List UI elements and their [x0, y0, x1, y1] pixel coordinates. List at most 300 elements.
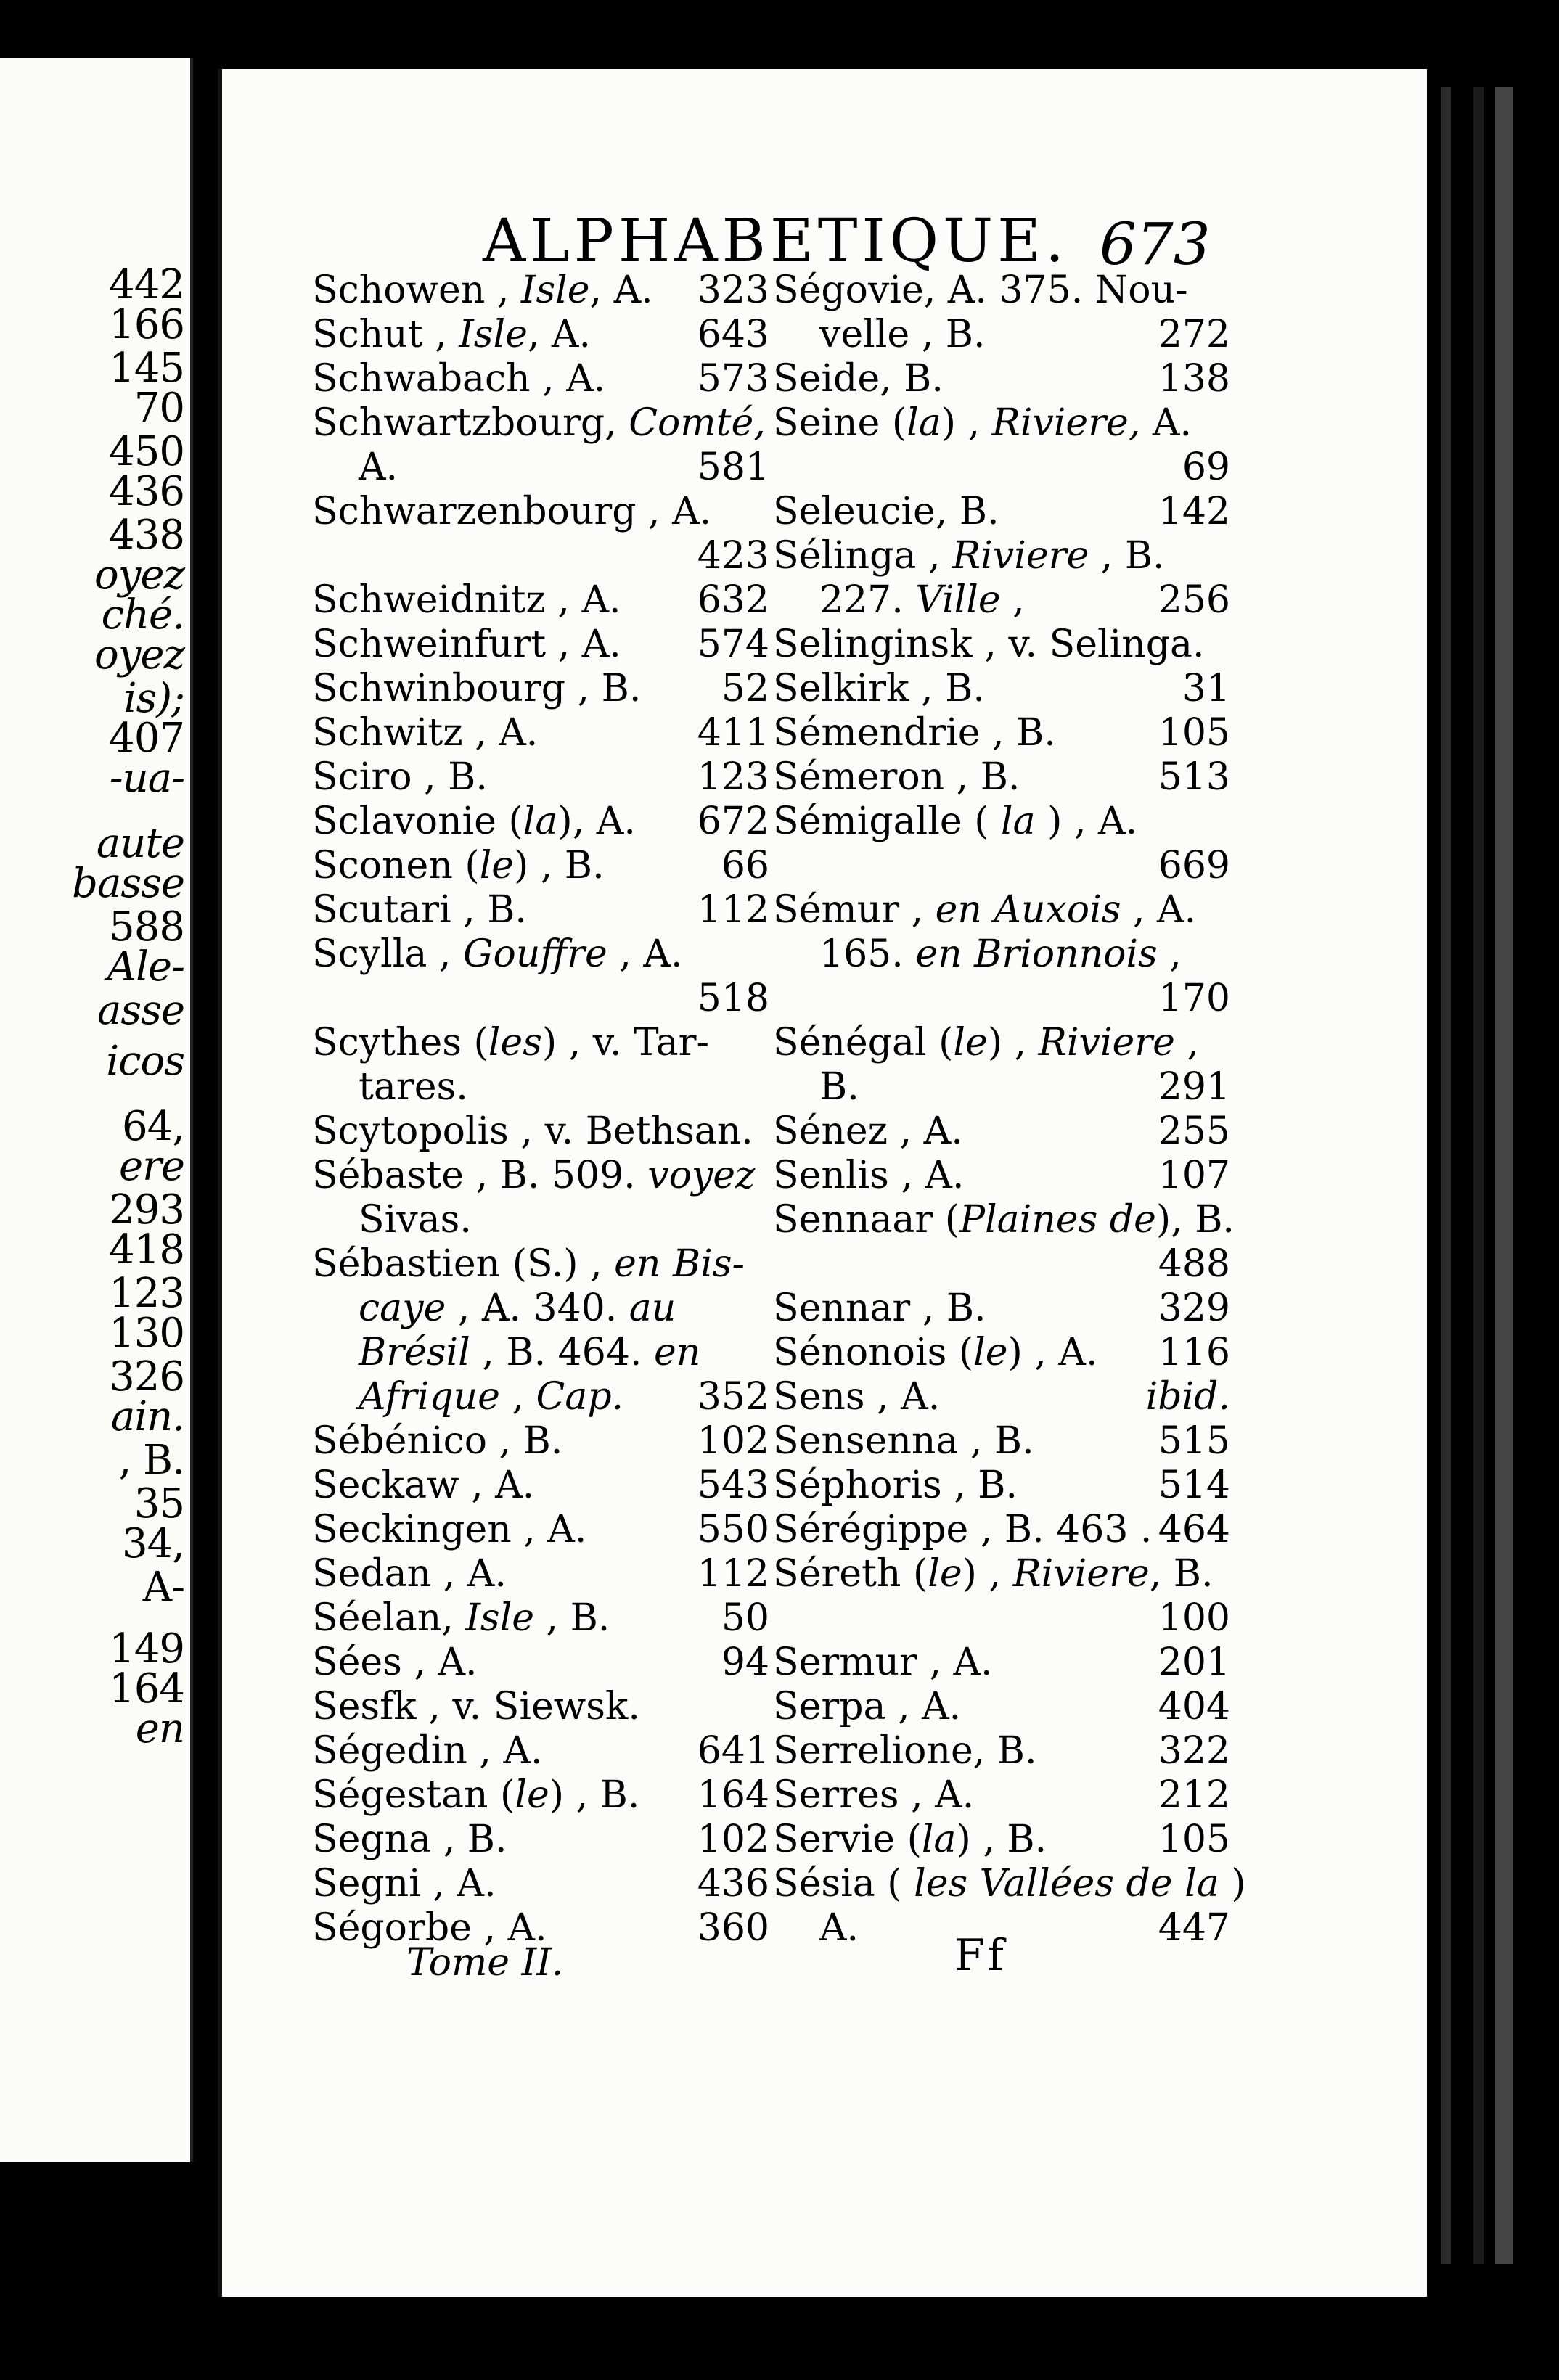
entry-text: B.: [819, 1065, 859, 1109]
entry-label: [312, 800, 636, 844]
entry-line: [312, 1154, 769, 1198]
index-entry: [312, 667, 769, 711]
entry-label: [312, 1419, 562, 1464]
entry-text: Sennaar (: [773, 1198, 960, 1242]
entry-line: [773, 711, 1230, 755]
index-entry: [312, 1596, 769, 1641]
page-reference: 411: [697, 711, 769, 755]
entry-line: [773, 490, 1230, 534]
previous-page-fragment: 123: [109, 1270, 184, 1317]
italic-text: le: [928, 1552, 962, 1596]
entry-text: 227.: [819, 578, 916, 622]
entry-text: Ségovie, A. 375. Nou-: [773, 268, 1188, 312]
index-entry: [312, 1685, 769, 1729]
entry-text: ,: [499, 1375, 536, 1419]
entry-label: [773, 1198, 1235, 1242]
entry-text: Seckaw , A.: [312, 1464, 535, 1507]
previous-page-fragment: -ua-: [109, 755, 184, 802]
entry-text: Schut ,: [312, 313, 459, 356]
entry-label: [312, 1242, 745, 1287]
entry-text: Sennar , B.: [773, 1287, 986, 1330]
entry-line: [312, 667, 769, 711]
page-reference: 112: [697, 888, 769, 932]
index-entry: [312, 755, 769, 800]
entry-label: [773, 711, 1056, 755]
entry-label: [773, 401, 1192, 446]
entry-label: [773, 357, 944, 401]
entry-label: [773, 1552, 1214, 1596]
index-entry: [773, 1773, 1230, 1818]
entry-text: ) , B.: [514, 844, 605, 887]
page-reference: 170: [1158, 977, 1230, 1020]
previous-page-fragment: 149: [109, 1625, 184, 1673]
entry-label: [312, 1862, 496, 1906]
index-entry: [312, 844, 769, 888]
index-entry: [773, 268, 1230, 357]
entry-label: [773, 1862, 1246, 1906]
index-entry: [312, 1464, 769, 1508]
italic-text: Ville: [915, 578, 1001, 622]
entry-text: Sivas.: [359, 1198, 472, 1242]
entry-text: Sesfk , v. Siewsk.: [312, 1685, 640, 1728]
italic-text: la: [523, 800, 558, 843]
previous-page-fragment: 164: [109, 1665, 184, 1712]
entry-label: [773, 1331, 1098, 1375]
entry-text: Séreth (: [773, 1552, 928, 1596]
index-entry: [773, 1729, 1230, 1773]
index-entry: [773, 1287, 1230, 1331]
page-reference: 352: [697, 1375, 769, 1419]
entry-text: A.: [1140, 401, 1192, 445]
index-entry: [773, 711, 1230, 755]
index-entry: [312, 490, 769, 578]
page-reference: 404: [1158, 1685, 1230, 1728]
previous-page-fragment: en: [135, 1705, 184, 1752]
entry-label: [773, 800, 1137, 844]
page-reference: 643: [697, 313, 769, 356]
entry-label: [312, 1773, 639, 1818]
entry-line: [773, 623, 1230, 667]
previous-page-fragment: 70: [134, 385, 184, 432]
entry-continuation-line: [773, 578, 1230, 623]
page-reference: 423: [697, 534, 769, 578]
index-entry: [773, 755, 1230, 800]
entry-label: [773, 1109, 963, 1154]
page-reference: 100: [1158, 1596, 1230, 1640]
entry-label: [312, 623, 621, 667]
entry-text: ) ,: [987, 1021, 1039, 1064]
page-reference: 329: [1158, 1287, 1230, 1330]
previous-page-fragment: is);: [123, 675, 184, 722]
index-entry: [773, 623, 1230, 667]
entry-label: [312, 844, 605, 888]
entry-text: Séelan,: [312, 1596, 466, 1640]
italic-text: la: [921, 1818, 957, 1861]
entry-line: [773, 1331, 1230, 1375]
entry-text: Sémur ,: [773, 888, 936, 932]
entry-line: [312, 800, 769, 844]
entry-continuation-line: [773, 844, 1230, 888]
entry-text: Sérégippe , B. 463 .: [773, 1508, 1153, 1551]
previous-page-fragment: Ale-: [107, 943, 184, 990]
previous-page-fragment: 588: [109, 903, 184, 951]
entry-line: [312, 490, 769, 534]
entry-continuation-line: [312, 1065, 769, 1109]
entry-label: [359, 1065, 468, 1109]
page-reference: 164: [697, 1773, 769, 1817]
entry-line: [773, 1419, 1230, 1464]
index-entry: [773, 357, 1230, 401]
entry-text: Selkirk , B.: [773, 667, 985, 710]
entry-line: [312, 1729, 769, 1773]
entry-line: [773, 268, 1230, 313]
entry-label: [312, 888, 527, 932]
index-entry: [312, 357, 769, 401]
entry-text: Schweinfurt , A.: [312, 623, 621, 666]
page-reference: 102: [697, 1419, 769, 1463]
previous-page-fragment: 407: [109, 715, 184, 762]
index-entry: [773, 667, 1230, 711]
page-edge-shadow: [1473, 87, 1484, 2264]
previous-page-fragment: icos: [106, 1038, 184, 1085]
entry-line: [773, 800, 1230, 844]
index-entry: [773, 1419, 1230, 1464]
entry-line: [773, 1508, 1230, 1552]
entry-text: ) , B.: [549, 1773, 640, 1817]
entry-label: [312, 1109, 753, 1154]
entry-label: [359, 1375, 623, 1419]
entry-line: [312, 932, 769, 977]
entry-text: , B.: [1089, 534, 1165, 578]
entry-text: Sens , A.: [773, 1375, 941, 1419]
entry-label: [312, 711, 538, 755]
entry-text: Schowen ,: [312, 268, 521, 312]
index-entry: [773, 1685, 1230, 1729]
page-reference: 464: [1158, 1508, 1230, 1551]
previous-page-fragment: 436: [109, 468, 184, 515]
entry-label: [312, 578, 621, 623]
entry-label: [359, 446, 398, 490]
page-reference: 272: [1158, 313, 1230, 356]
previous-page-fragment: 450: [109, 428, 184, 475]
entry-line: [773, 1685, 1230, 1729]
entry-text: Ségestan (: [312, 1773, 515, 1817]
entry-line: [312, 1242, 769, 1287]
italic-text: caye: [359, 1287, 446, 1330]
page-reference: 581: [697, 446, 769, 489]
entry-line: [312, 1464, 769, 1508]
entry-line: [312, 755, 769, 800]
volume-label: Tome II.: [406, 1941, 564, 1985]
entry-line: [773, 1818, 1230, 1862]
page-reference: 116: [1158, 1331, 1230, 1374]
entry-text: Servie (: [773, 1818, 922, 1861]
entry-text: , A.: [527, 313, 591, 356]
previous-page-fragment: oyez: [94, 631, 184, 678]
index-entry: [312, 932, 769, 1021]
entry-label: [819, 932, 1182, 977]
entry-continuation-line: [773, 1596, 1230, 1641]
entry-text: A.: [819, 1906, 859, 1950]
index-entry: [773, 1198, 1235, 1287]
entry-text: Sedan , A.: [312, 1552, 507, 1596]
italic-text: Riviere: [952, 534, 1089, 578]
entry-continuation-line: [773, 1242, 1230, 1287]
index-entry: [773, 1641, 1230, 1685]
page-reference: 107: [1158, 1154, 1230, 1197]
italic-text: Cap.: [536, 1375, 624, 1419]
entry-line: [312, 1021, 769, 1065]
entry-continuation-line: [312, 534, 769, 578]
entry-text: Selinginsk , v. Selinga.: [773, 623, 1205, 666]
entry-continuation-line: [312, 1287, 769, 1331]
index-entry: [773, 534, 1230, 623]
italic-text: en Bis-: [614, 1242, 745, 1286]
index-entry: [773, 1508, 1230, 1552]
entry-label: [312, 401, 766, 446]
entry-text: Schwitz , A.: [312, 711, 539, 755]
entry-label: [312, 1154, 755, 1198]
entry-label: [773, 534, 1165, 578]
entry-continuation-line: [312, 1198, 769, 1242]
index-entry: [773, 401, 1230, 490]
index-entry: [312, 1773, 769, 1818]
index-entry: [773, 800, 1230, 888]
entry-label: [312, 357, 605, 401]
entry-text: , A.: [607, 932, 683, 976]
entry-text: Sciro , B.: [312, 755, 488, 799]
entry-continuation-line: [773, 932, 1230, 977]
entry-text: velle , B.: [819, 313, 986, 356]
index-entry: [312, 313, 769, 357]
entry-text: Scylla ,: [312, 932, 463, 976]
previous-page-fragment: 130: [109, 1310, 184, 1357]
italic-text: Riviere: [1038, 1021, 1175, 1064]
entry-text: Serrelione, B.: [773, 1729, 1037, 1773]
previous-page-fragment: 442: [109, 261, 184, 308]
entry-label: [312, 1729, 543, 1773]
index-entry: [773, 1331, 1230, 1375]
entry-label: [773, 1685, 961, 1729]
entry-label: [359, 1287, 676, 1331]
page-reference: 322: [1158, 1729, 1230, 1773]
entry-text: Sconen (: [312, 844, 480, 887]
page-reference: 255: [1158, 1109, 1230, 1153]
entry-line: [773, 755, 1230, 800]
page-reference: 543: [697, 1464, 769, 1507]
entry-text: Scutari , B.: [312, 888, 527, 932]
italic-text: Plaines de: [959, 1198, 1156, 1242]
page-reference: 515: [1158, 1419, 1230, 1463]
entry-label: [312, 1596, 610, 1641]
entry-label: [773, 623, 1205, 667]
entry-line: [312, 1862, 769, 1906]
italic-text: les Vallées de la: [914, 1862, 1219, 1905]
previous-page-fragment: oyez: [94, 551, 184, 599]
page-reference: 632: [697, 578, 769, 622]
entry-line: [312, 401, 769, 446]
index-column-left: [312, 268, 769, 1950]
entry-line: [312, 711, 769, 755]
entry-text: Sénonois (: [773, 1331, 974, 1374]
italic-text: Comté,: [629, 401, 766, 445]
page-reference: 31: [1182, 667, 1230, 710]
page-reference: 201: [1158, 1641, 1230, 1684]
entry-text: , B.: [1149, 1552, 1214, 1596]
entry-label: [773, 888, 1196, 932]
entry-continuation-line: [773, 446, 1230, 490]
entry-text: ) ,: [962, 1552, 1013, 1596]
italic-text: en Brionnois: [915, 932, 1158, 976]
index-entry: [312, 401, 769, 490]
entry-text: Sénégal (: [773, 1021, 954, 1064]
entry-line: [773, 1641, 1230, 1685]
italic-text: Gouffre: [462, 932, 607, 976]
entry-label: [312, 490, 711, 534]
index-entry: [773, 1464, 1230, 1508]
entry-text: ) , A.: [1035, 800, 1138, 843]
entry-label: [312, 1641, 478, 1685]
entry-text: ), A.: [557, 800, 636, 843]
italic-text: Isle: [520, 268, 590, 312]
page-reference: 212: [1158, 1773, 1230, 1817]
entry-label: [312, 1818, 507, 1862]
entry-line: [773, 667, 1230, 711]
entry-text: Segni , A.: [312, 1862, 496, 1905]
entry-line: [312, 268, 769, 313]
entry-label: [819, 1906, 859, 1950]
entry-text: Sémigalle (: [773, 800, 1002, 843]
entry-line: [312, 1641, 769, 1685]
running-header: ALPHABETIQUE.: [483, 207, 1069, 276]
entry-text: ), B.: [1155, 1198, 1235, 1242]
entry-text: ) , B.: [956, 1818, 1047, 1861]
page-reference: 360: [697, 1906, 769, 1950]
entry-line: [773, 357, 1230, 401]
previous-page-fragment: asse: [97, 987, 184, 1034]
index-entry: [773, 490, 1230, 534]
entry-line: [312, 1419, 769, 1464]
entry-line: [773, 888, 1230, 932]
entry-label: [819, 578, 1025, 623]
entry-line: [773, 1021, 1230, 1065]
previous-page-fragment: basse: [72, 860, 184, 907]
index-entry: [312, 268, 769, 313]
entry-text: ) , A.: [1007, 1331, 1098, 1374]
entry-text: , B. 464.: [470, 1331, 654, 1374]
entry-text: Sensenna , B.: [773, 1419, 1034, 1463]
previous-page-fragment: 145: [109, 345, 184, 392]
index-entry: [312, 1552, 769, 1596]
previous-page-fragment: ché.: [101, 591, 184, 639]
previous-page-fragment: 166: [109, 301, 184, 348]
index-entry: [312, 1021, 769, 1109]
page-reference: 514: [1158, 1464, 1230, 1507]
entry-text: Seleucie, B.: [773, 490, 999, 533]
page-number: 673: [1100, 210, 1211, 278]
entry-text: ) , v. Tar-: [541, 1021, 710, 1064]
entry-line: [312, 1773, 769, 1818]
entry-label: [773, 1508, 1152, 1552]
index-entry: [773, 1552, 1230, 1641]
index-column-right: [773, 268, 1246, 1950]
entry-label: [773, 1375, 940, 1419]
index-entry: [773, 1109, 1230, 1154]
italic-text: voyez: [647, 1154, 756, 1197]
entry-text: Schwartzbourg,: [312, 401, 629, 445]
entry-label: [773, 1021, 1199, 1065]
entry-line: [773, 1375, 1230, 1419]
entry-line: [773, 401, 1230, 446]
entry-text: Sébastien (S.) ,: [312, 1242, 615, 1286]
entry-text: , A.: [589, 268, 653, 312]
entry-label: [773, 1773, 974, 1818]
entry-label: [312, 755, 488, 800]
entry-line: [312, 313, 769, 357]
entry-text: Schweidnitz , A.: [312, 578, 621, 622]
entry-text: Sclavonie (: [312, 800, 523, 843]
entry-label: [773, 1154, 965, 1198]
index-entry: [773, 1375, 1230, 1419]
entry-label: [819, 1065, 859, 1109]
entry-line: [312, 1596, 769, 1641]
page-reference: 518: [697, 977, 769, 1020]
entry-label: [312, 1685, 640, 1729]
previous-page-fragment: ain.: [110, 1393, 184, 1440]
entry-text: Schwinbourg , B.: [312, 667, 642, 710]
entry-text: Schwarzenbourg , A.: [312, 490, 712, 533]
italic-text: le: [515, 1773, 549, 1817]
entry-text: , B.: [534, 1596, 610, 1640]
page-reference: 436: [697, 1862, 769, 1905]
entry-label: [359, 1331, 700, 1375]
page-reference: 291: [1158, 1065, 1230, 1109]
signature-mark: Ff: [954, 1930, 1007, 1981]
italic-text: Riviere: [1012, 1552, 1150, 1596]
page-reference: 69: [1182, 446, 1230, 489]
entry-text: tares.: [359, 1065, 468, 1109]
previous-page-fragment: A-: [142, 1564, 184, 1611]
page-reference: 50: [721, 1596, 769, 1640]
entry-line: [773, 1287, 1230, 1331]
entry-label: [359, 1198, 472, 1242]
entry-continuation-line: [312, 1331, 769, 1375]
page-reference: 138: [1158, 357, 1230, 401]
page-edge-shadow: [1441, 87, 1451, 2264]
entry-line: [773, 1109, 1230, 1154]
entry-text: Scythes (: [312, 1021, 488, 1064]
italic-text: les: [488, 1021, 542, 1064]
italic-text: en: [653, 1331, 701, 1374]
page-reference: 669: [1158, 844, 1230, 887]
previous-page-fragment: 64,: [121, 1103, 184, 1150]
entry-continuation-line: [312, 446, 769, 490]
entry-text: Sermur , A.: [773, 1641, 993, 1684]
index-entry: [312, 1109, 769, 1154]
entry-label: [773, 490, 999, 534]
entry-text: Sébaste , B. 509.: [312, 1154, 648, 1197]
italic-text: le: [479, 844, 515, 887]
entry-text: Séphoris , B.: [773, 1464, 1018, 1507]
index-entry: [312, 800, 769, 844]
page-reference: 142: [1158, 490, 1230, 533]
entry-text: Seckingen , A.: [312, 1508, 587, 1551]
italic-text: en Auxois: [935, 888, 1121, 932]
entry-continuation-line: [773, 313, 1230, 357]
entry-label: [312, 1508, 586, 1552]
entry-text: Ségedin , A.: [312, 1729, 543, 1773]
page-reference: 573: [697, 357, 769, 401]
